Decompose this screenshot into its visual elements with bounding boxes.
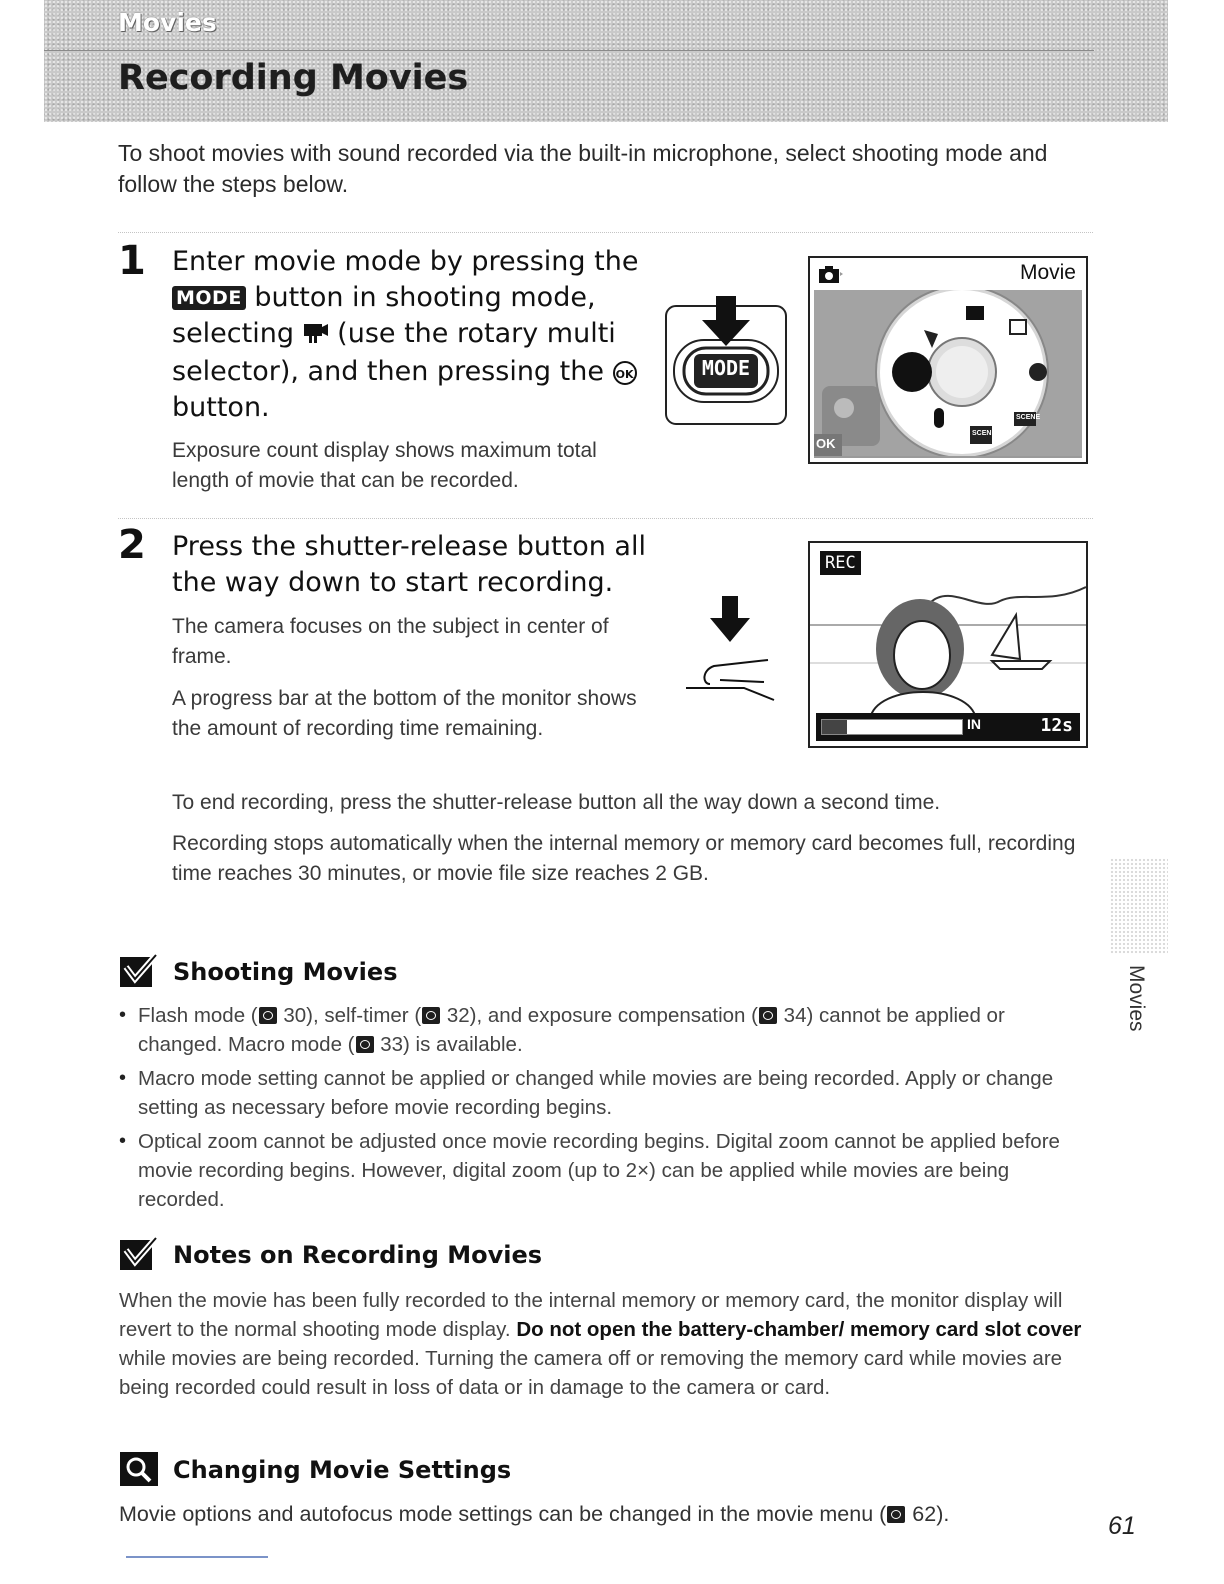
side-tab-label: Movies <box>1125 965 1148 1032</box>
notes-heading: Notes on Recording Movies <box>173 1241 543 1269</box>
camera-icon <box>818 264 844 289</box>
dial-scene-label-2: SCENE <box>972 430 997 437</box>
intro-paragraph: To shoot movies with sound recorded via the built-in microphone, select shooting mode and follow the steps below. <box>118 140 1048 197</box>
screen-ok-label: OK <box>816 436 836 451</box>
list-item: • Macro mode setting cannot be applied or changed while movies are being recorded. Apply or change setting as necessary before movie recording begins. <box>119 1067 1054 1119</box>
ok-button-icon: OK <box>613 361 637 385</box>
page-number: 61 <box>1108 1512 1136 1540</box>
dial-scene-label-1: SCENE <box>1016 414 1041 421</box>
page-ref-icon <box>356 1036 374 1053</box>
caution-icon <box>120 953 158 994</box>
recording-progress-bar <box>816 713 1080 741</box>
mode-button-illustration <box>664 296 788 426</box>
step-2-note-progress: A progress bar at the bottom of the monitor shows the amount of recording time remaining. <box>172 687 637 740</box>
settings-paragraph: Movie options and autofocus mode settings can be changed in the movie menu ( 62). <box>119 1502 950 1526</box>
step-2-note-end: To end recording, press the shutter-release button all the way down a second time. <box>172 791 941 814</box>
step-divider <box>118 518 1093 519</box>
magnifier-tip-icon <box>120 1452 158 1491</box>
step-2-note-limits: Recording stops automatically when the internal memory or memory card becomes full, recording time reaches 30 minutes, or movie file size reaches 2 GB. <box>172 832 1076 885</box>
settings-heading: Changing Movie Settings <box>173 1456 512 1484</box>
memory-icon: IN <box>967 716 981 732</box>
screen-mode-title: Movie <box>1019 261 1076 284</box>
step-2-number: 2 <box>118 522 146 568</box>
shutter-press-illustration <box>684 592 780 702</box>
shooting-movies-heading: Shooting Movies <box>173 958 398 986</box>
notes-paragraph: When the movie has been fully recorded to the internal memory or memory card, the monitor display will revert to the normal shooting mode display. Do not open the battery-chamber/ memory card slot cover while movies are being recorded. Turning the camera off or removing the memory card while movies are being recorded could result in loss of data or in damage to the camera or card. <box>119 1289 1082 1399</box>
page-ref-icon <box>422 1007 440 1024</box>
page-ref-icon <box>887 1506 905 1523</box>
step-2-note-focus: The camera focuses on the subject in center of frame. <box>172 615 609 668</box>
step-1-note: Exposure count display shows maximum total length of movie that can be recorded. <box>172 439 597 492</box>
step-1-number: 1 <box>118 238 146 284</box>
time-remaining: 12s <box>1040 715 1073 736</box>
movie-mode-icon <box>303 318 329 354</box>
step-divider <box>118 232 1093 233</box>
progress-track <box>821 719 963 735</box>
page-title: Recording Movies <box>118 58 469 98</box>
section-label: Movies <box>118 8 217 37</box>
mode-key-icon: MODE <box>172 286 246 310</box>
list-item: • Flash mode ( 30), self-timer ( 32), and exposure compensation ( 34) cannot be applied or changed. Macro mode ( 33) is available. <box>119 1004 1005 1056</box>
rotary-dial-view <box>814 290 1082 458</box>
screen-top-bar <box>810 258 1086 290</box>
header-divider <box>44 50 1094 51</box>
recording-screen <box>808 541 1088 748</box>
list-item: • Optical zoom cannot be adjusted once movie recording begins. Digital zoom cannot be applied before movie recording begins. However, digital zoom (up to 2×) can be applied while movies are being recorded. <box>119 1130 1060 1211</box>
progress-fill <box>822 720 847 734</box>
footer-rule <box>126 1556 268 1558</box>
side-tab-marker <box>1110 858 1168 954</box>
step-1-title: Enter movie mode by pressing the MODE button in shooting mode, selecting (use the rotary multi selector), and then pressing the OK button. <box>172 246 639 423</box>
step-2-title: Press the shutter-release button all the way down to start recording. <box>172 531 646 598</box>
page-ref-icon <box>259 1007 277 1024</box>
rec-indicator: REC <box>820 551 861 575</box>
mode-button-label: MODE <box>701 356 751 380</box>
movie-mode-screen <box>808 256 1088 464</box>
page-ref-icon <box>759 1007 777 1024</box>
caution-icon <box>120 1236 158 1277</box>
